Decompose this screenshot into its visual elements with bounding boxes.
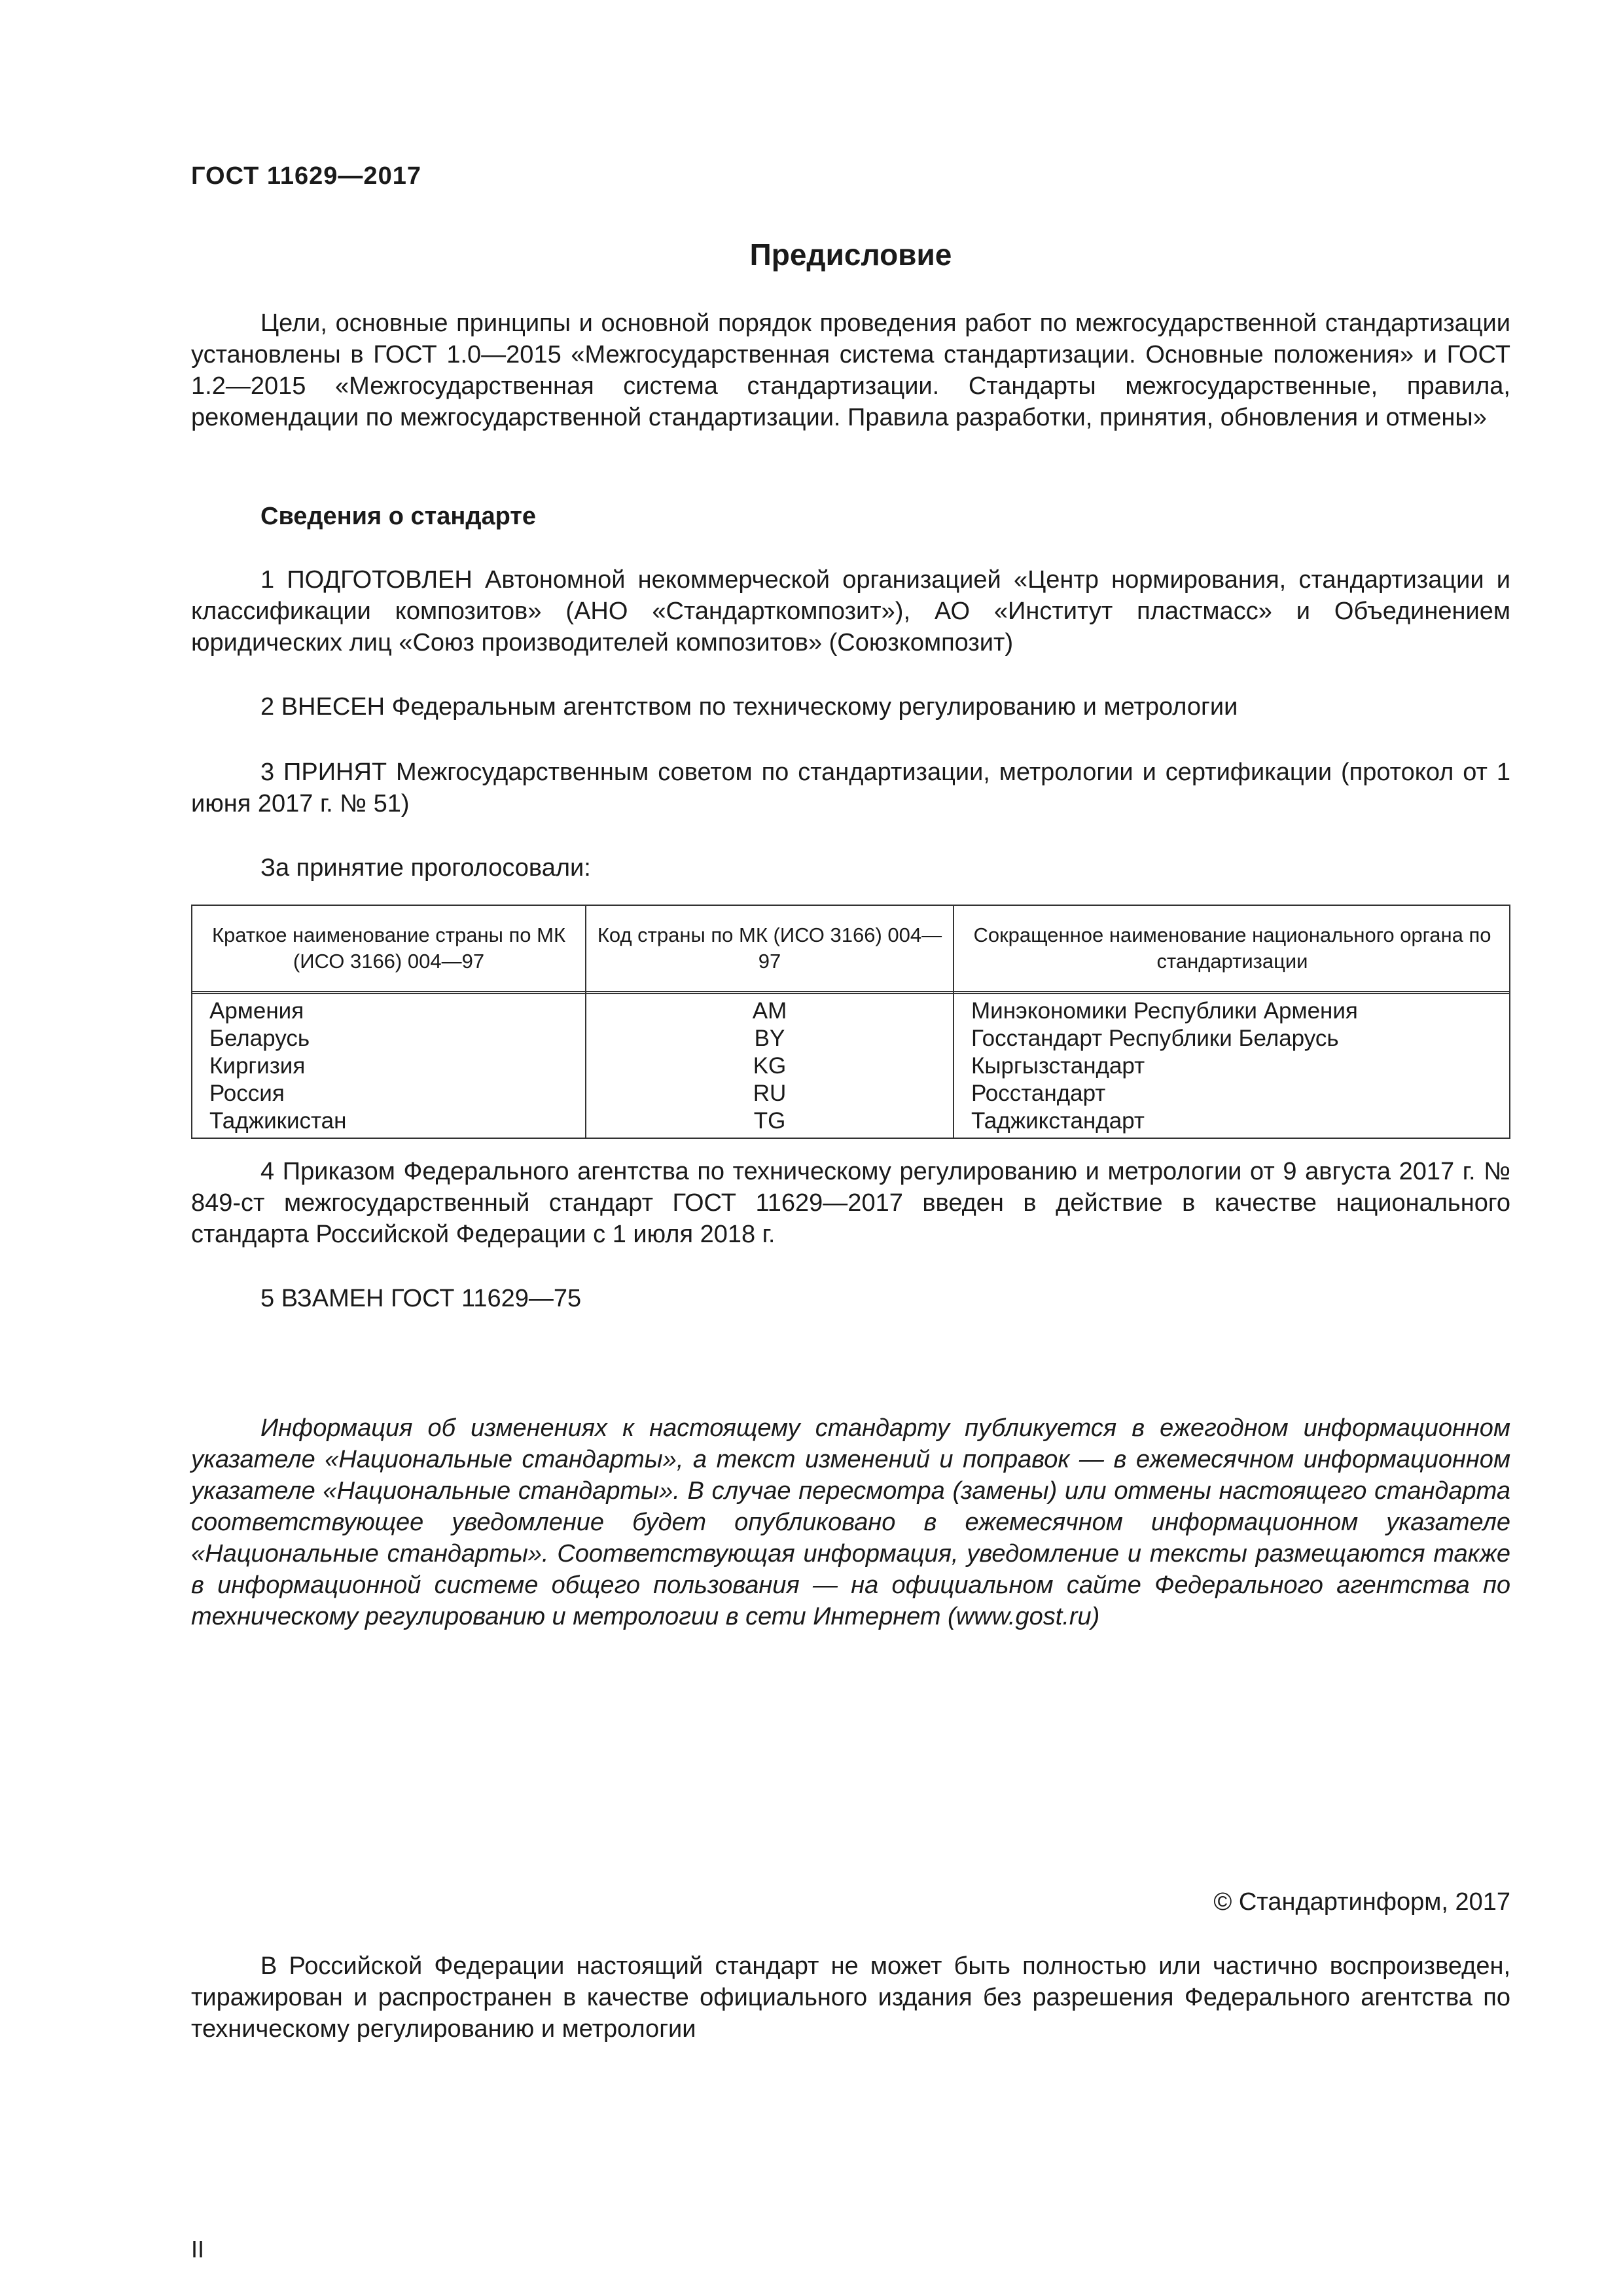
voting-table	[191, 905, 1510, 1139]
info-note: Информация об изменениях к настоящему стандарту публикуется в ежегодном информационном указателе «Национальные стандарты», а текст изменений и поправок — в ежемесячном информационном указателе «Национальные стандарты». В случае пересмотра (замены) или отмены настоящего стандарта соответствующее уведомление будет опубликовано в ежемесячном информационном указателе «Национальные стандарты». Соответствующая информация, уведомление и тексты размещаются также в информационной системе общего пользования — на официальном сайте Федерального агентства по техническому регулированию и метрологии в сети Интернет (www.gost.ru)	[191, 1414, 1510, 1630]
country-codes-column: AM BY KG RU TG	[752, 998, 787, 1134]
item-order: 4 Приказом Федерального агентства по техническому регулированию и метрологии от 9 августа 2017 г. № 849-ст межгосударственный стандарт ГОСТ 11629—2017 введен в действие в качестве национального стандарта Российской Федерации с 1 июля 2018 г.	[191, 1158, 1510, 1248]
intro-paragraph: Цели, основные принципы и основной порядок проведения работ по межгосударственной стандартизации установлены в ГОСТ 1.0—2015 «Межгосударственная система стандартизации. Основные положения» и ГОСТ 1.2—2015 «Межгосударственная система стандартизации. Стандарты межгосударственные, правила, рекомендации по межгосударственной стандартизации. Правила разработки, принятия, обновления и отмены»	[191, 310, 1510, 431]
country-names-column: Армения Беларусь Киргизия Россия Таджикистан	[209, 998, 347, 1134]
item-introduced: 2 ВНЕСЕН Федеральным агентством по техническому регулированию и метрологии	[260, 693, 1238, 721]
item-adopted: 3 ПРИНЯТ Межгосударственным советом по стандартизации, метрологии и сертификации (протокол от 1 июня 2017 г. № 51)	[191, 759, 1510, 817]
header-country-code: Код страны по МК (ИСО 3166) 004—97	[597, 924, 942, 973]
table-header	[192, 906, 1509, 994]
header-country-name: Краткое наименование страны по МК (ИСО 3166) 004—97	[211, 924, 566, 973]
standards-bodies-column: Минэкономики Республики Армения Госстандарт Республики Беларусь Кыргызстандарт Росстандарт Таджикстандарт	[971, 998, 1358, 1134]
document-code: ГОСТ 11629—2017	[191, 162, 421, 190]
item-replaces: 5 ВЗАМЕН ГОСТ 11629—75	[260, 1285, 582, 1312]
footer-note: В Российской Федерации настоящий стандарт не может быть полностью или частично воспроизведен, тиражирован и распространен в качестве официального издания без разрешения Федерального агентства по техническому регулированию и метрологии	[191, 1952, 1510, 2043]
column-divider	[953, 906, 954, 1138]
section-heading: Сведения о стандарте	[260, 503, 537, 530]
item-prepared: 1 ПОДГОТОВЛЕН Автономной некоммерческой организацией «Центр нормирования, стандартизации и классификации композитов» (АНО «Стандарткомпозит»), АО «Институт пластмасс» и Объединением юридических лиц «Союз производителей композитов» (Союзкомпозит)	[191, 566, 1510, 656]
copyright: © Стандартинформ, 2017	[1213, 1888, 1510, 1916]
header-standards-body: Сокращенное наименование национального органа по стандартизации	[973, 924, 1491, 973]
page-number: II	[191, 2236, 205, 2263]
vote-intro: За принятие проголосовали:	[260, 854, 591, 882]
page-title: Предисловие	[749, 238, 952, 272]
